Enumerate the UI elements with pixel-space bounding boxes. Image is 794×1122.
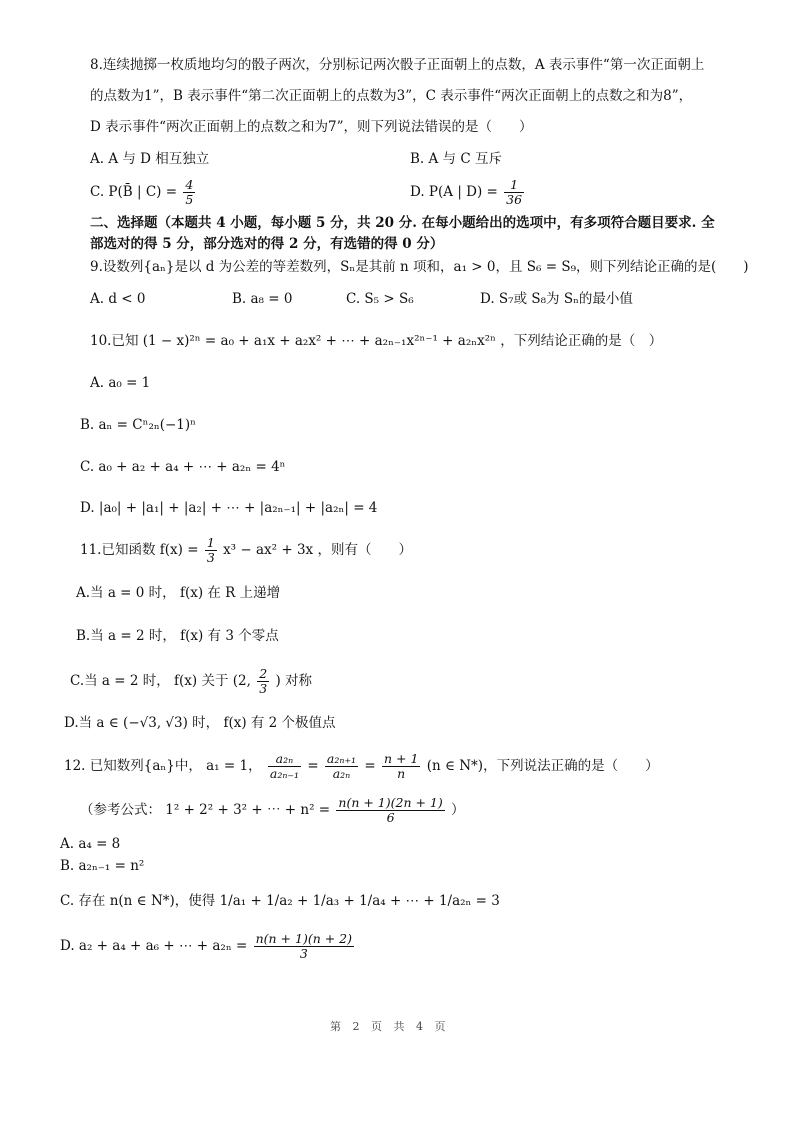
q10-option-d: D. |a₀| + |a₁| + |a₂| + ⋯ + |a₂ₙ₋₁| + |a₂ₙ| = 4 xyxy=(80,500,378,516)
equals-sign: = xyxy=(307,758,319,774)
q11-option-d: D.当 a ∈ (−√3, √3) 时， f(x) 有 2 个极值点 xyxy=(64,715,336,731)
q12-option-b: B. a₂ₙ₋₁ = n² xyxy=(60,858,145,874)
q10-option-c: C. a₀ + a₂ + a₄ + ⋯ + a₂ₙ = 4ⁿ xyxy=(80,459,286,475)
q8-option-d xyxy=(410,178,526,207)
fraction-denominator: 3 xyxy=(259,681,268,696)
q12-option-d-fraction xyxy=(254,932,354,961)
q8-option-c xyxy=(90,178,197,207)
fraction-numerator: n + 1 xyxy=(383,751,419,766)
fraction-denominator: a₂ₙ₋₁ xyxy=(269,766,300,781)
reference-formula-post: ） xyxy=(451,802,465,818)
fraction-numerator: n(n + 1)(2n + 1) xyxy=(338,795,443,810)
q8-stem-line3: D 表示事件“两次正面朝上的点数之和为7”，则下列说法错误的是（ ） xyxy=(90,119,533,135)
section-heading-line1: 二、选择题（本题共 4 小题，每小题 5 分，共 20 分. 在每小题给出的选项中，有多项符合题目要求. 全 xyxy=(90,215,715,231)
q11-option-c-post: ) 对称 xyxy=(275,673,313,689)
q10-option-a: A. a₀ = 1 xyxy=(90,375,151,391)
q8-option-c-expr: C. P(B̄ | C) = xyxy=(90,184,178,200)
q12-stem-pre: 12. 已知数列{aₙ}中， a₁ = 1， xyxy=(64,758,262,774)
equals-sign: = xyxy=(364,758,376,774)
fraction-denominator: 6 xyxy=(386,810,395,825)
fraction-numerator: a₂ₙ xyxy=(268,752,301,767)
q11-option-c-pre: C.当 a = 2 时， f(x) 关于 (2, xyxy=(70,673,251,689)
q11-fraction xyxy=(205,536,217,565)
q8-stem-line1: 8.连续抛掷一枚质地均匀的骰子两次，分别标记两次骰子正面朝上的点数，A 表示事件“第一次正面朝上 xyxy=(90,57,705,73)
q12-stem-post: (n ∈ N*)，下列说法正确的是（ ） xyxy=(426,758,659,774)
q12-option-d xyxy=(60,932,356,961)
q8-option-b: B. A 与 C 互斥 xyxy=(410,151,502,167)
fraction-numerator: 4 xyxy=(185,177,194,192)
q9-option-d: D. S₇或 S₈为 Sₙ的最小值 xyxy=(480,291,633,307)
fraction-denominator: n xyxy=(397,766,406,781)
fraction-numerator: 2 xyxy=(259,666,268,681)
fraction-denominator: a₂ₙ xyxy=(332,766,351,781)
fraction-numerator: a₂ₙ₊₁ xyxy=(326,751,357,766)
q11-option-c-fraction xyxy=(257,667,269,696)
q9-option-b: B. a₈ = 0 xyxy=(232,291,293,307)
q8-option-c-fraction xyxy=(183,178,195,207)
q9-option-c: C. S₅ > S₆ xyxy=(346,291,414,307)
reference-formula-fraction xyxy=(336,796,444,825)
q12-ratio-1 xyxy=(268,752,301,781)
fraction-denominator: 36 xyxy=(506,192,523,207)
fraction-numerator: n(n + 1)(n + 2) xyxy=(255,931,352,946)
q11-option-a: A.当 a = 0 时， f(x) 在 R 上递增 xyxy=(76,585,281,601)
fraction-numerator: 1 xyxy=(504,178,524,193)
q11-option-c xyxy=(70,667,312,696)
q8-option-d-fraction xyxy=(504,178,524,207)
q8-stem-line2: 的点数为1”，B 表示事件“第二次正面朝上的点数为3”，C 表示事件“两次正面朝上的点数之和为8”， xyxy=(90,88,693,104)
page-footer: 第 2 页 共 4 页 xyxy=(330,1020,450,1033)
fraction-denominator: 5 xyxy=(185,192,194,207)
q12-option-c xyxy=(60,892,500,910)
q12-stem xyxy=(64,752,659,781)
q12-option-c-sum: 1/a₁ + 1/a₂ + 1/a₃ + 1/a₄ + ⋯ + 1/a₂ₙ = 3 xyxy=(219,893,500,909)
q11-stem-pre: 11.已知函数 f(x) = xyxy=(80,542,199,558)
fraction-denominator: 3 xyxy=(206,550,215,565)
fraction-denominator: 3 xyxy=(299,946,308,961)
q11-stem xyxy=(80,536,412,565)
reference-formula-pre: （参考公式： 1² + 2² + 3² + ⋯ + n² = xyxy=(80,802,331,818)
q12-option-a: A. a₄ = 8 xyxy=(60,836,121,852)
q12-option-c-pre: C. 存在 n(n ∈ N*)，使得 xyxy=(60,893,216,909)
q12-ratio-2 xyxy=(325,752,358,781)
q10-stem: 10.已知 (1 − x)²ⁿ = a₀ + a₁x + a₂x² + ⋯ + a₂ₙ₋₁x²ⁿ⁻¹ + a₂ₙx²ⁿ ，下列结论正确的是（ ） xyxy=(90,333,663,349)
q12-reference-formula xyxy=(80,796,465,825)
q10-option-b: B. aₙ = Cⁿ₂ₙ(−1)ⁿ xyxy=(80,417,196,433)
q12-ratio-3 xyxy=(382,752,420,781)
q11-stem-post: x³ − ax² + 3x ，则有（ ） xyxy=(223,542,412,558)
fraction-numerator: 1 xyxy=(206,535,215,550)
q8-option-d-expr: D. P(A | D) = xyxy=(410,184,498,200)
q12-option-d-pre: D. a₂ + a₄ + a₆ + ⋯ + a₂ₙ = xyxy=(60,938,248,954)
q8-option-a: A. A 与 D 相互独立 xyxy=(90,151,210,167)
q9-option-a: A. d < 0 xyxy=(90,291,146,307)
section-heading-line2: 部选对的得 5 分，部分选对的得 2 分，有选错的得 0 分） xyxy=(90,236,444,252)
q9-stem: 9.设数列{aₙ}是以 d 为公差的等差数列，Sₙ是其前 n 项和，a₁ > 0，且 S₆ = S₉，则下列结论正确的是( ) xyxy=(90,259,749,275)
q11-option-b: B.当 a = 2 时， f(x) 有 3 个零点 xyxy=(76,628,279,644)
